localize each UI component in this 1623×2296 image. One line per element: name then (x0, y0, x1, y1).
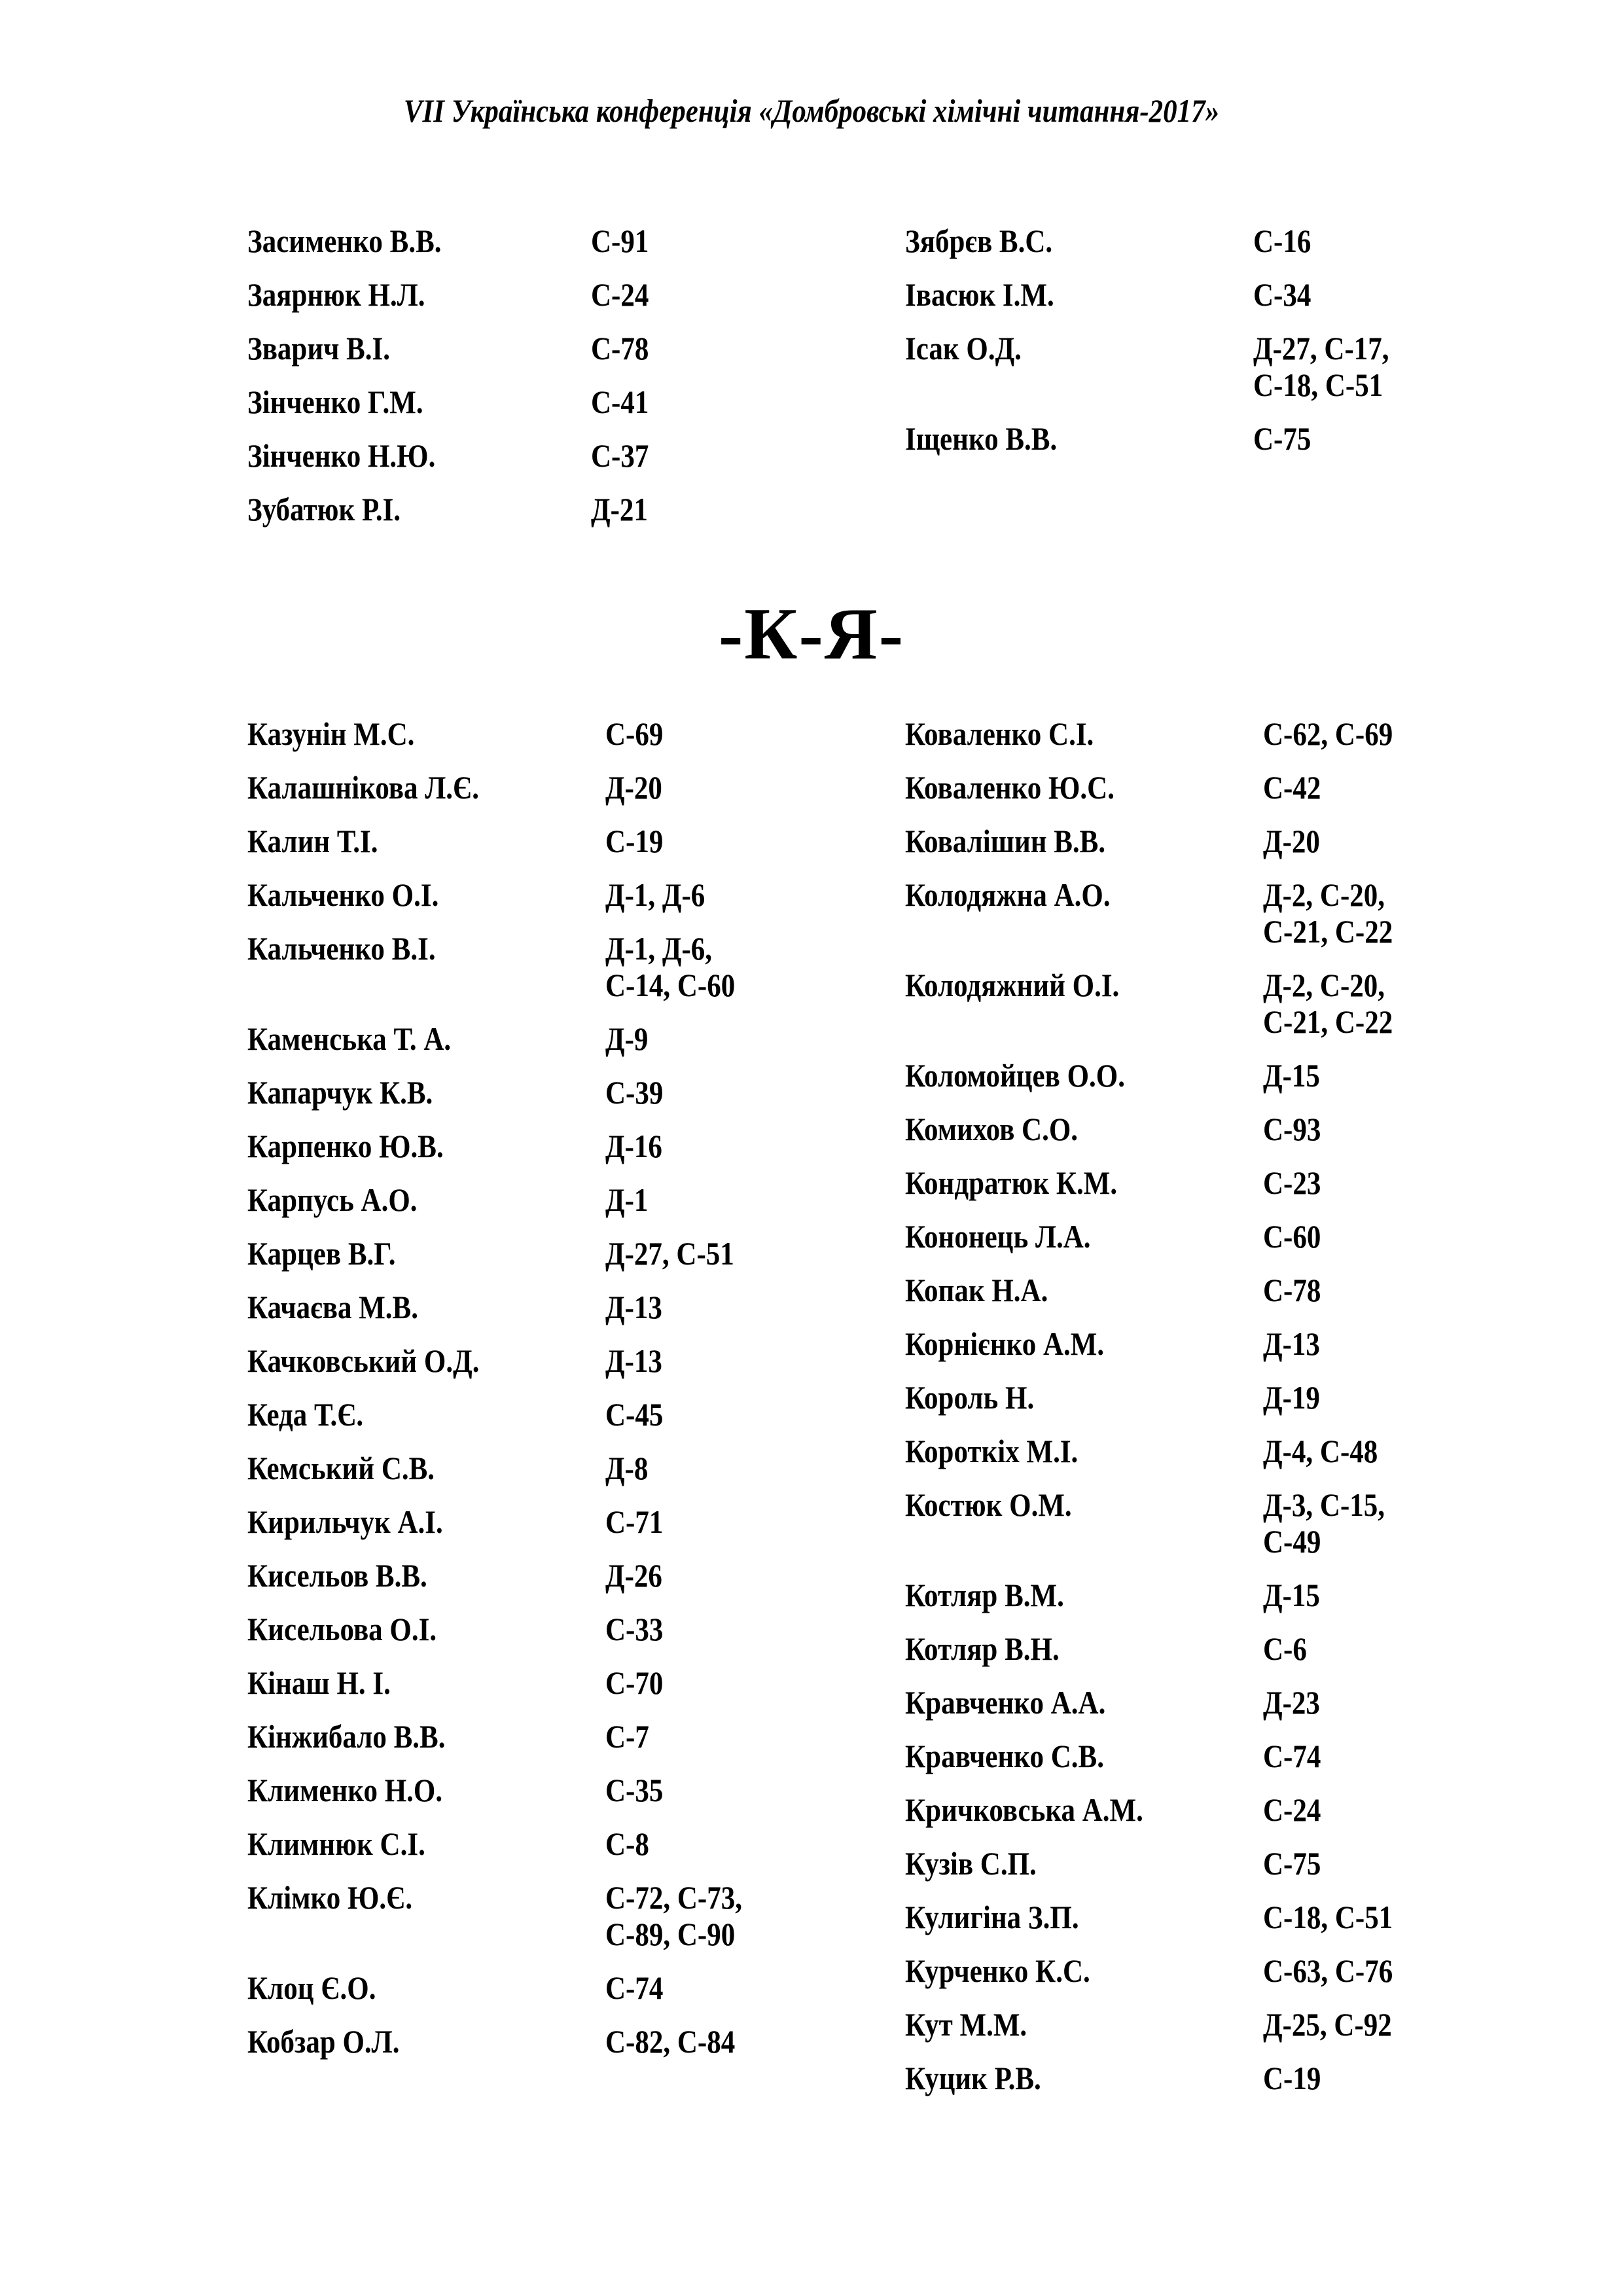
author-name-cell (247, 930, 605, 1003)
author-name-cell (247, 1879, 605, 1952)
index-column-bottom-left (247, 715, 764, 2077)
abstract-refs: С-63, С-76 (1263, 1952, 1393, 1989)
index-entry (905, 769, 1414, 806)
abstract-refs: Д-13 (605, 1289, 662, 1325)
abstract-refs-cell (605, 1235, 755, 1272)
abstract-refs: С-69 (605, 715, 664, 752)
abstract-refs-cell (1263, 1899, 1414, 1935)
author-name-cell (905, 1577, 1263, 1613)
abstract-refs-cell (605, 876, 721, 913)
index-entry (247, 384, 658, 420)
author-name: Короткіх М.І. (905, 1433, 1079, 1469)
index-entry (905, 2006, 1414, 2043)
abstract-refs: Д-9 (605, 1020, 649, 1057)
abstract-refs: Д-20 (1263, 823, 1320, 859)
author-name: Зінченко Н.Ю. (247, 437, 436, 474)
index-entry (247, 930, 764, 1003)
abstract-refs: С-19 (605, 823, 664, 859)
author-name-cell (905, 1325, 1263, 1362)
author-name: Кінжибало В.В. (247, 1718, 446, 1755)
author-name: Кальченко О.І. (247, 876, 439, 913)
abstract-refs: Д-1, Д-6, С-14, С-60 (605, 930, 736, 1003)
index-entry (905, 1218, 1414, 1255)
author-name-cell (247, 437, 591, 474)
author-name-cell (247, 1074, 605, 1111)
abstract-refs-cell (605, 1664, 673, 1701)
author-name-cell (905, 1952, 1263, 1989)
author-name-cell (247, 1611, 605, 1647)
author-name-cell (247, 1557, 605, 1594)
abstract-refs-cell (1263, 967, 1414, 1040)
abstract-refs: С-45 (605, 1396, 664, 1433)
abstract-refs: Д-1, Д-6 (605, 876, 705, 913)
index-entry (247, 1772, 764, 1808)
abstract-refs: С-34 (1253, 276, 1311, 313)
author-name: Комихов С.О. (905, 1111, 1079, 1147)
abstract-refs-cell (605, 930, 757, 1003)
index-entry (905, 1791, 1414, 1828)
abstract-refs-cell (605, 1825, 656, 1862)
abstract-refs-cell (605, 1969, 673, 2006)
author-name: Кравченко А.А. (905, 1684, 1106, 1721)
index-entry (247, 1879, 764, 1952)
index-entry (247, 1289, 764, 1325)
index-entry (905, 276, 1411, 313)
author-name-cell (247, 276, 591, 313)
abstract-refs-cell (1253, 276, 1321, 313)
abstract-refs: С-39 (605, 1074, 664, 1111)
author-name-cell (905, 2060, 1263, 2096)
abstract-refs: Д-27, С-51 (605, 1235, 734, 1272)
author-name-cell (905, 1630, 1263, 1667)
abstract-refs-cell (1263, 1845, 1330, 1882)
index-entry (247, 437, 658, 474)
abstract-refs: С-93 (1263, 1111, 1321, 1147)
index-entry (247, 1020, 764, 1057)
author-name-cell (247, 715, 605, 752)
author-name-cell (247, 223, 591, 259)
abstract-refs: Д-13 (1263, 1325, 1320, 1362)
author-name-cell (905, 420, 1253, 457)
abstract-refs-cell (1253, 330, 1411, 403)
index-entry (905, 2060, 1414, 2096)
author-name: Качковський О.Д. (247, 1342, 480, 1379)
author-name: Кононець Л.А. (905, 1218, 1091, 1255)
index-entry (247, 1235, 764, 1272)
author-name: Кузів С.П. (905, 1845, 1037, 1882)
author-name-cell (247, 491, 591, 528)
author-name: Кричковська А.М. (905, 1791, 1143, 1828)
author-name: Колодяжний О.І. (905, 967, 1120, 1003)
author-name-cell (247, 823, 605, 859)
author-name-cell (905, 967, 1263, 1040)
index-entry (905, 420, 1411, 457)
index-entry (905, 1684, 1414, 1721)
author-name-cell (247, 769, 605, 806)
abstract-refs-cell (1263, 1791, 1330, 1828)
author-name: Зябрєв В.С. (905, 223, 1053, 259)
author-name-cell (905, 769, 1263, 806)
author-name: Кирильчук А.І. (247, 1503, 443, 1540)
author-name: Кеда Т.Є. (247, 1396, 364, 1433)
abstract-refs: С-24 (1263, 1791, 1321, 1828)
author-name: Заярнюк Н.Л. (247, 276, 425, 313)
index-entry (905, 1111, 1414, 1147)
author-name-cell (905, 1486, 1263, 1560)
abstract-refs: Д-3, С-15, С-49 (1263, 1486, 1385, 1560)
abstract-refs: Д-16 (605, 1128, 662, 1164)
abstract-refs: С-19 (1263, 2060, 1321, 2096)
abstract-refs: Д-13 (605, 1342, 662, 1379)
author-name-cell (905, 715, 1263, 752)
author-name-cell (247, 1503, 605, 1540)
abstract-refs: С-71 (605, 1503, 664, 1540)
author-name: Кулигіна З.П. (905, 1899, 1079, 1935)
abstract-refs-cell (605, 1879, 764, 1952)
abstract-refs-cell (605, 1181, 655, 1218)
abstract-refs-cell (605, 1718, 656, 1755)
author-name: Карцев В.Г. (247, 1235, 396, 1272)
author-name-cell (905, 1218, 1263, 1255)
index-entry (247, 1557, 764, 1594)
index-entry (247, 1611, 764, 1647)
author-name: Кут М.М. (905, 2006, 1027, 2043)
index-entry (905, 1325, 1414, 1362)
abstract-refs-cell (1263, 715, 1414, 752)
author-name-cell (905, 1111, 1263, 1147)
abstract-refs-cell (1263, 823, 1329, 859)
author-name-cell (247, 1342, 605, 1379)
index-entry (247, 2023, 764, 2060)
abstract-refs: Д-4, С-48 (1263, 1433, 1378, 1469)
index-entry (905, 1379, 1414, 1416)
index-entry (905, 1577, 1414, 1613)
index-entry (247, 1074, 764, 1111)
index-entry (905, 1486, 1414, 1560)
author-name-cell (247, 1718, 605, 1755)
index-entry (247, 1450, 764, 1486)
author-name: Клоц Є.О. (247, 1969, 376, 2006)
abstract-refs: Д-2, С-20, С-21, С-22 (1263, 876, 1393, 950)
author-name: Клименко Н.О. (247, 1772, 443, 1808)
author-name: Коломойцев О.О. (905, 1057, 1126, 1094)
author-name: Котляр В.М. (905, 1577, 1064, 1613)
abstract-refs-cell (605, 823, 673, 859)
abstract-refs: Д-26 (605, 1557, 662, 1594)
author-name: Кисельова О.І. (247, 1611, 437, 1647)
author-name-cell (247, 876, 605, 913)
author-name-cell (247, 1181, 605, 1218)
abstract-refs: Д-8 (605, 1450, 649, 1486)
author-name-cell (905, 2006, 1263, 2043)
index-entry (905, 1952, 1414, 1989)
abstract-refs: Д-2, С-20, С-21, С-22 (1263, 967, 1393, 1040)
index-entry (247, 1664, 764, 1701)
index-entry (905, 715, 1414, 752)
abstract-refs-cell (605, 1611, 673, 1647)
abstract-refs-cell (1263, 1218, 1330, 1255)
index-entry (247, 330, 658, 367)
author-name: Костюк О.М. (905, 1486, 1072, 1523)
abstract-refs-cell (605, 1557, 671, 1594)
abstract-refs-cell (591, 276, 658, 313)
author-name: Кемський С.В. (247, 1450, 435, 1486)
author-name-cell (905, 1899, 1263, 1935)
author-name: Іщенко В.В. (905, 420, 1058, 457)
abstract-refs: С-62, С-69 (1263, 715, 1393, 752)
index-entry (905, 967, 1414, 1040)
abstract-refs: С-7 (605, 1718, 649, 1755)
author-name-cell (905, 1684, 1263, 1721)
index-entry (905, 1433, 1414, 1469)
author-name-cell (905, 223, 1253, 259)
abstract-refs: С-16 (1253, 223, 1311, 259)
author-name-cell (905, 276, 1253, 313)
index-entry (905, 1899, 1414, 1935)
abstract-refs: С-72, С-73, С-89, С-90 (605, 1879, 743, 1952)
abstract-refs: С-35 (605, 1772, 664, 1808)
abstract-refs: С-18, С-51 (1263, 1899, 1393, 1935)
abstract-refs: С-42 (1263, 769, 1321, 806)
author-name: Качаєва М.В. (247, 1289, 418, 1325)
abstract-refs: Д-15 (1263, 1057, 1320, 1094)
author-name: Зварич В.І. (247, 330, 391, 367)
abstract-refs: С-24 (591, 276, 649, 313)
index-entry (247, 223, 658, 259)
abstract-refs: С-74 (1263, 1738, 1321, 1774)
author-name: Кондратюк К.М. (905, 1164, 1118, 1201)
abstract-refs-cell (1263, 1952, 1414, 1989)
index-entry (905, 1845, 1414, 1882)
author-name: Коваленко Ю.С. (905, 769, 1115, 806)
abstract-refs: С-78 (591, 330, 649, 367)
index-entry (247, 1503, 764, 1540)
author-name-cell (247, 1772, 605, 1808)
index-entry (247, 823, 764, 859)
author-name: Ісак О.Д. (905, 330, 1022, 367)
author-name: Копак Н.А. (905, 1272, 1048, 1308)
abstract-refs-cell (1263, 1325, 1329, 1362)
author-name-cell (247, 1969, 605, 2006)
index-column-top-right (905, 223, 1411, 474)
abstract-refs-cell (605, 1503, 673, 1540)
abstract-refs-cell (605, 2023, 757, 2060)
author-name: Івасюк І.М. (905, 276, 1054, 313)
author-name: Колодяжна А.О. (905, 876, 1111, 913)
author-name-cell (247, 2023, 605, 2060)
abstract-refs: Д-25, С-92 (1263, 2006, 1392, 2043)
index-entry (247, 1396, 764, 1433)
abstract-refs: С-41 (591, 384, 649, 420)
index-entry (905, 223, 1411, 259)
abstract-refs-cell (1263, 1486, 1404, 1560)
abstract-refs-cell (1263, 1630, 1314, 1667)
conference-title: VII Українська конференція «Домбровські хімічні читання-2017» (403, 92, 1220, 129)
author-name: Казунін М.С. (247, 715, 415, 752)
index-column-top-left (247, 223, 658, 545)
abstract-refs: С-33 (605, 1611, 664, 1647)
abstract-refs-cell (1263, 1057, 1329, 1094)
author-name: Кінаш Н. І. (247, 1664, 391, 1701)
abstract-refs: Д-23 (1263, 1684, 1320, 1721)
author-name: Засименко В.В. (247, 223, 442, 259)
index-entry (905, 1272, 1414, 1308)
abstract-refs-cell (1263, 1379, 1329, 1416)
abstract-refs-cell (591, 384, 658, 420)
author-name: Котляр В.Н. (905, 1630, 1060, 1667)
author-name-cell (905, 1738, 1263, 1774)
abstract-refs: С-23 (1263, 1164, 1321, 1201)
abstract-refs-cell (605, 1074, 673, 1111)
author-name: Калин Т.І. (247, 823, 378, 859)
abstract-refs-cell (605, 715, 673, 752)
author-name: Коваленко С.І. (905, 715, 1094, 752)
abstract-refs-cell (605, 769, 671, 806)
author-name-cell (905, 1791, 1263, 1828)
abstract-refs-cell (1263, 1738, 1330, 1774)
index-entry (905, 1738, 1414, 1774)
abstract-refs-cell (1253, 223, 1321, 259)
abstract-refs-cell (605, 1450, 655, 1486)
abstract-refs-cell (605, 1772, 673, 1808)
abstract-refs-cell (1263, 1684, 1329, 1721)
author-name: Король Н. (905, 1379, 1035, 1416)
author-name: Калашнікова Л.Є. (247, 769, 479, 806)
author-name: Клімко Ю.Є. (247, 1879, 413, 1916)
index-entry (247, 769, 764, 806)
index-entry (905, 876, 1414, 950)
abstract-refs: Д-20 (605, 769, 662, 806)
author-name-cell (247, 1396, 605, 1433)
index-entry (905, 1630, 1414, 1667)
author-name-cell (905, 330, 1253, 403)
abstract-refs: С-60 (1263, 1218, 1321, 1255)
running-header (114, 92, 1510, 130)
author-name: Кальченко В.І. (247, 930, 436, 967)
abstract-refs-cell (591, 437, 658, 474)
index-entry (247, 491, 658, 528)
author-name: Кобзар О.Л. (247, 2023, 400, 2060)
index-entry (247, 715, 764, 752)
abstract-refs: Д-15 (1263, 1577, 1320, 1613)
author-name-cell (905, 1379, 1263, 1416)
section-heading: -К-Я- (719, 594, 904, 675)
author-name-cell (247, 1450, 605, 1486)
author-name-cell (247, 1235, 605, 1272)
author-name-cell (247, 330, 591, 367)
abstract-refs-cell (1253, 420, 1321, 457)
index-entry (247, 1181, 764, 1218)
author-name-cell (247, 1664, 605, 1701)
author-name: Зубатюк Р.І. (247, 491, 401, 528)
index-entry (247, 1825, 764, 1862)
author-name-cell (247, 1128, 605, 1164)
index-entry (905, 823, 1414, 859)
author-name-cell (905, 1164, 1263, 1201)
abstract-refs-cell (1263, 1164, 1330, 1201)
abstract-refs-cell (1263, 2060, 1330, 2096)
author-name-cell (905, 876, 1263, 950)
author-name: Корнієнко А.М. (905, 1325, 1105, 1362)
abstract-refs-cell (605, 1128, 671, 1164)
author-name: Карпусь А.О. (247, 1181, 418, 1218)
abstract-refs: Д-19 (1263, 1379, 1320, 1416)
abstract-refs: Д-21 (591, 491, 648, 528)
abstract-refs: Д-27, С-17, С-18, С-51 (1253, 330, 1389, 403)
author-name-cell (905, 823, 1263, 859)
abstract-refs: С-82, С-84 (605, 2023, 736, 2060)
abstract-refs-cell (1263, 769, 1330, 806)
abstract-refs-cell (1263, 1433, 1397, 1469)
index-column-bottom-right (905, 715, 1414, 2113)
abstract-refs: С-8 (605, 1825, 649, 1862)
abstract-refs: С-75 (1263, 1845, 1321, 1882)
index-entry (247, 1342, 764, 1379)
abstract-refs-cell (591, 330, 658, 367)
author-name-cell (905, 1057, 1263, 1094)
author-name-cell (247, 384, 591, 420)
abstract-refs: С-75 (1253, 420, 1311, 457)
author-name-cell (905, 1845, 1263, 1882)
index-entry (905, 330, 1411, 403)
author-name: Капарчук К.В. (247, 1074, 433, 1111)
author-name-cell (247, 1289, 605, 1325)
index-entry (247, 276, 658, 313)
abstract-refs-cell (1263, 2006, 1413, 2043)
index-entry (247, 1128, 764, 1164)
author-name: Курченко К.С. (905, 1952, 1090, 1989)
author-name-cell (247, 1825, 605, 1862)
author-name: Карпенко Ю.В. (247, 1128, 444, 1164)
author-name: Ковалішин В.В. (905, 823, 1106, 859)
abstract-refs-cell (605, 1020, 655, 1057)
author-name: Зінченко Г.М. (247, 384, 423, 420)
index-entry (905, 1164, 1414, 1201)
abstract-refs-cell (591, 223, 658, 259)
abstract-refs-cell (605, 1396, 673, 1433)
index-entry (247, 1969, 764, 2006)
abstract-refs: Д-1 (605, 1181, 649, 1218)
author-name: Климнюк С.І. (247, 1825, 425, 1862)
author-name-cell (905, 1272, 1263, 1308)
abstract-refs-cell (1263, 1272, 1330, 1308)
abstract-refs: С-91 (591, 223, 649, 259)
abstract-refs: С-37 (591, 437, 649, 474)
index-entry (247, 1718, 764, 1755)
author-name-cell (247, 1020, 605, 1057)
author-name: Каменська Т. А. (247, 1020, 452, 1057)
abstract-refs-cell (591, 491, 657, 528)
abstract-refs: С-74 (605, 1969, 664, 2006)
abstract-refs-cell (605, 1342, 671, 1379)
abstract-refs: С-6 (1263, 1630, 1307, 1667)
abstract-refs-cell (1263, 876, 1414, 950)
index-entry (247, 876, 764, 913)
author-name: Кисельов В.В. (247, 1557, 427, 1594)
abstract-refs-cell (1263, 1111, 1330, 1147)
author-name: Кравченко С.В. (905, 1738, 1104, 1774)
author-name-cell (905, 1433, 1263, 1469)
abstract-refs-cell (1263, 1577, 1329, 1613)
abstract-refs: С-78 (1263, 1272, 1321, 1308)
author-name: Куцик Р.В. (905, 2060, 1041, 2096)
abstract-refs: С-70 (605, 1664, 664, 1701)
abstract-refs-cell (605, 1289, 671, 1325)
index-entry (905, 1057, 1414, 1094)
